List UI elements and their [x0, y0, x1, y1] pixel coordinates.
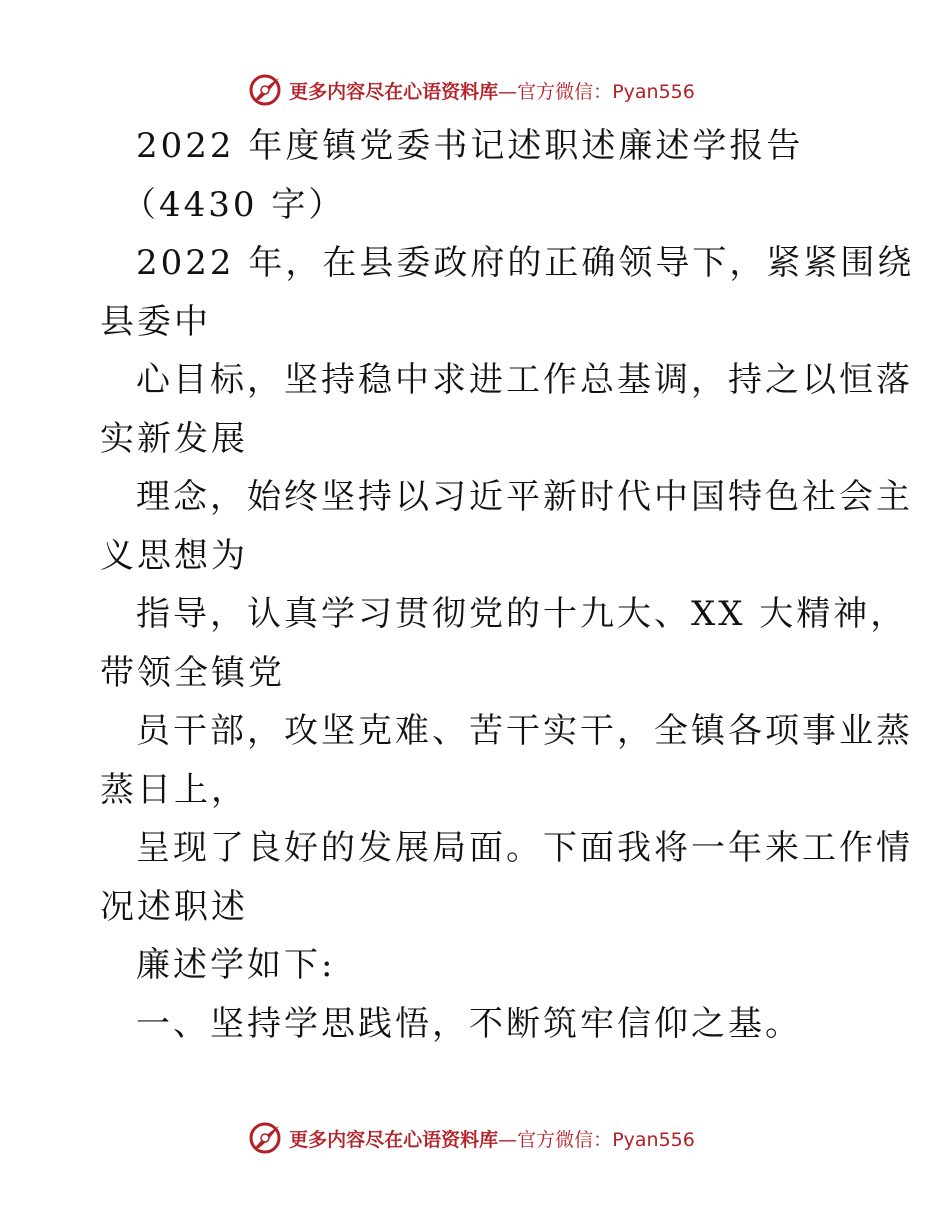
watermark-dash: —	[498, 1128, 518, 1151]
document-title: 2022 年度镇党委书记述职述廉述学报告	[136, 126, 804, 166]
paragraph-line: 员干部，攻坚克难、苦干实干，全镇各项事业蒸	[136, 711, 913, 751]
paragraph-line: 2022 年，在县委政府的正确领导下，紧紧围绕	[136, 243, 915, 283]
paragraph-line: 呈现了良好的发展局面。下面我将一年来工作情	[136, 828, 913, 868]
paragraph-line: 义思想为	[100, 535, 248, 576]
paragraph-line: 况述职述	[100, 886, 248, 927]
paragraph-line: 县委中	[100, 301, 211, 342]
paragraph-line: 心目标，坚持稳中求进工作总基调，持之以恒落	[136, 360, 913, 400]
paragraph-line: 蒸日上，	[100, 769, 248, 810]
paragraph-line: 指导，认真学习贯彻党的十九大、XX 大精神，	[136, 594, 908, 634]
feather-pen-circle-icon	[247, 72, 283, 108]
watermark-banner-bottom	[0, 1118, 950, 1158]
watermark-banner-top	[0, 70, 950, 110]
watermark-text	[289, 1125, 695, 1152]
watermark-content	[247, 1120, 695, 1156]
paragraph-line: 实新发展	[100, 418, 248, 459]
watermark-wechat-id: Pyan556	[612, 80, 695, 103]
watermark-text	[289, 77, 695, 104]
paragraph-line: 廉述学如下:	[136, 945, 336, 985]
word-count: （4430 字）	[122, 184, 346, 225]
watermark-label: 官方微信：	[517, 80, 613, 103]
paragraph-line: 带领全镇党	[100, 652, 285, 693]
watermark-content	[247, 72, 695, 108]
watermark-label: 官方微信：	[517, 1128, 613, 1151]
watermark-main: 更多内容尽在心语资料库	[289, 80, 499, 103]
document-body	[100, 124, 915, 1060]
watermark-dash: —	[498, 80, 518, 103]
section-heading: 一、坚持学思践悟，不断筑牢信仰之基。	[136, 1003, 802, 1044]
feather-pen-circle-icon	[247, 1120, 283, 1156]
watermark-wechat-id: Pyan556	[612, 1128, 695, 1151]
paragraph-line: 理念，始终坚持以习近平新时代中国特色社会主	[136, 477, 913, 517]
watermark-main: 更多内容尽在心语资料库	[289, 1128, 499, 1151]
